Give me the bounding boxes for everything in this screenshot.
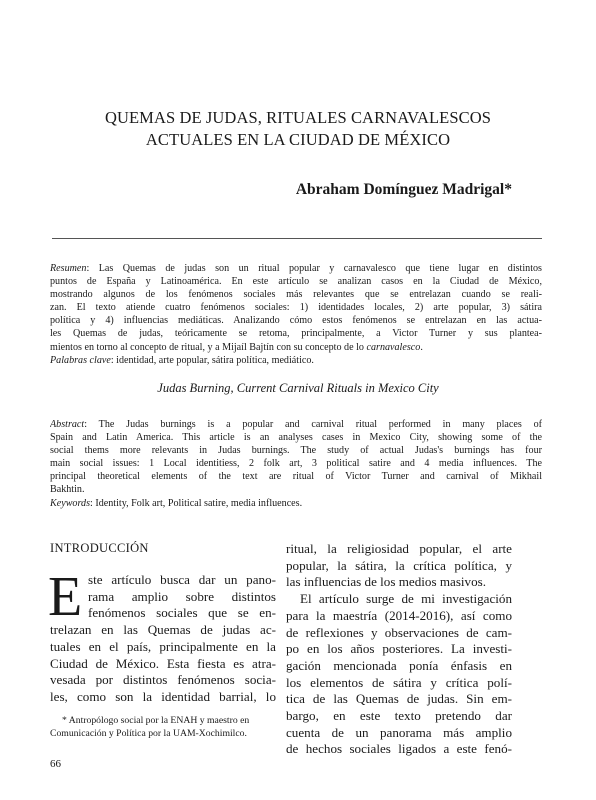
resumen-line: mostrando algunos de los fenómenos sociales más relevantes que se entrelazan cuando se reali- xyxy=(50,289,542,301)
body-column-right xyxy=(286,541,512,758)
resumen-line: política y 4) influencias mediáticas. Analizando cómo estos fenómenos se entrelazan en las actua- xyxy=(50,315,542,327)
body-line: trelazan en las Quemas de judas ac- xyxy=(50,622,276,638)
abstract-line: main social issues: 1 Local identitiess, 2 folk art, 3 political satire and 4 media influences. The xyxy=(50,458,542,470)
body-line: tica de las Quemas de judas. Sin em- xyxy=(286,691,512,707)
body-line: Ciudad de México. Esta fiesta es atra- xyxy=(50,655,276,671)
body-line: ste artículo busca dar un pano- xyxy=(88,572,276,587)
article-title-line-2: ACTUALES EN LA CIUDAD DE MÉXICO xyxy=(145,130,451,149)
article-title-line-1: QUEMAS DE JUDAS, RITUALES CARNAVALESCOS xyxy=(104,108,492,127)
keywords-label: Keywords xyxy=(50,497,91,509)
footnote-line: * Antropólogo social por la ENAH y maestro en xyxy=(62,715,250,726)
english-title: Judas Burning, Current Carnival Rituals in Mexico City xyxy=(157,381,439,395)
section-heading: INTRODUCCIÓN xyxy=(50,541,149,555)
body-line: de reflexiones y observaciones de cam- xyxy=(286,624,512,640)
footnote xyxy=(50,714,284,740)
resumen-line: mientos en torno al concepto de ritual, y a Mijaíl Bajtín con su concepto de lo carnavalesco. xyxy=(50,341,423,353)
body-line: les, como son la identidad barrial, lo xyxy=(50,688,276,704)
abstract-line: Spain and Latin America. This article is an analyses cases in Mexico City, showing some of the xyxy=(50,432,542,444)
abstract-line: Abstract: The Judas burnings is a popular and carnival ritual performed in many places of xyxy=(50,419,542,430)
resumen-line: puntos de España y Latinoamérica. En este artículo se analizan casos en la Ciudad de México, xyxy=(50,276,542,288)
abstract-keywords: Keywords: Identity, Folk art, Political satire, media influences. xyxy=(50,497,303,509)
resumen-line: zan. El texto atiende cuatro fenómenos sociales: 1) identidades locales, 2) arte popular, 3) sátira xyxy=(50,302,542,314)
body-line: bargo, en este texto pretendo dar xyxy=(286,708,512,724)
body-line: po en los años posteriores. La investi- xyxy=(286,641,512,657)
body-line: vesada por distintos fenómenos socia- xyxy=(50,672,276,688)
body-column-left xyxy=(48,566,276,706)
abstract-line: Bakhtin. xyxy=(50,484,85,496)
body-line: para la maestría (2014-2016), así como xyxy=(286,607,512,623)
body-line: las influencias de los medios masivos. xyxy=(286,574,487,590)
resumen-keywords: Palabras clave: identidad, arte popular, sátira política, mediático. xyxy=(50,354,314,366)
divider-line xyxy=(52,238,542,239)
body-line: tuales en el país, principalmente en la xyxy=(50,638,276,654)
body-line: gación mencionada ponía énfasis en xyxy=(286,657,512,673)
body-line: cuenta de un panorama más amplio xyxy=(286,724,512,740)
keywords-label: Palabras clave xyxy=(50,354,111,366)
body-line: popular, la sátira, la crítica política, y xyxy=(286,557,512,573)
resumen-block xyxy=(50,262,542,367)
drop-cap: E xyxy=(48,566,83,628)
body-line: El artículo surge de mi investigación xyxy=(300,591,512,607)
body-line: fenómenos sociales que se en- xyxy=(88,605,276,621)
article-title xyxy=(60,107,536,151)
footnote-line: Comunicación y Política por la UAM-Xochimilco. xyxy=(50,728,247,739)
author-name: Abraham Domínguez Madrigal* xyxy=(295,181,512,198)
abstract-label: Abstract xyxy=(50,419,85,430)
abstract-line: social thems more relevants in Judas burnings. The study of actual Judas's burnings has four xyxy=(50,445,542,457)
resumen-label: Resumen xyxy=(50,263,87,274)
body-line: rama amplio sobre distintos xyxy=(88,588,276,604)
abstract-block xyxy=(50,418,542,510)
resumen-line: Resumen: Las Quemas de judas son un ritual popular y carnavalesco que tiene lugar en distintos xyxy=(50,263,542,274)
body-line: los elementos de sátira y crítica polí- xyxy=(286,674,512,690)
page-number: 66 xyxy=(50,758,61,770)
body-line: de hechos sociales ligados a este fenó- xyxy=(286,741,512,757)
body-line: ritual, la religiosidad popular, el arte xyxy=(286,541,512,556)
abstract-line: principal theoretical elements of the text are ritual of Victor Turner and carnival of Mikhail xyxy=(50,471,542,483)
resumen-line: les Quemas de judas, teóricamente se retoma, principalmente, a Victor Turner y sus plantea- xyxy=(50,328,542,340)
